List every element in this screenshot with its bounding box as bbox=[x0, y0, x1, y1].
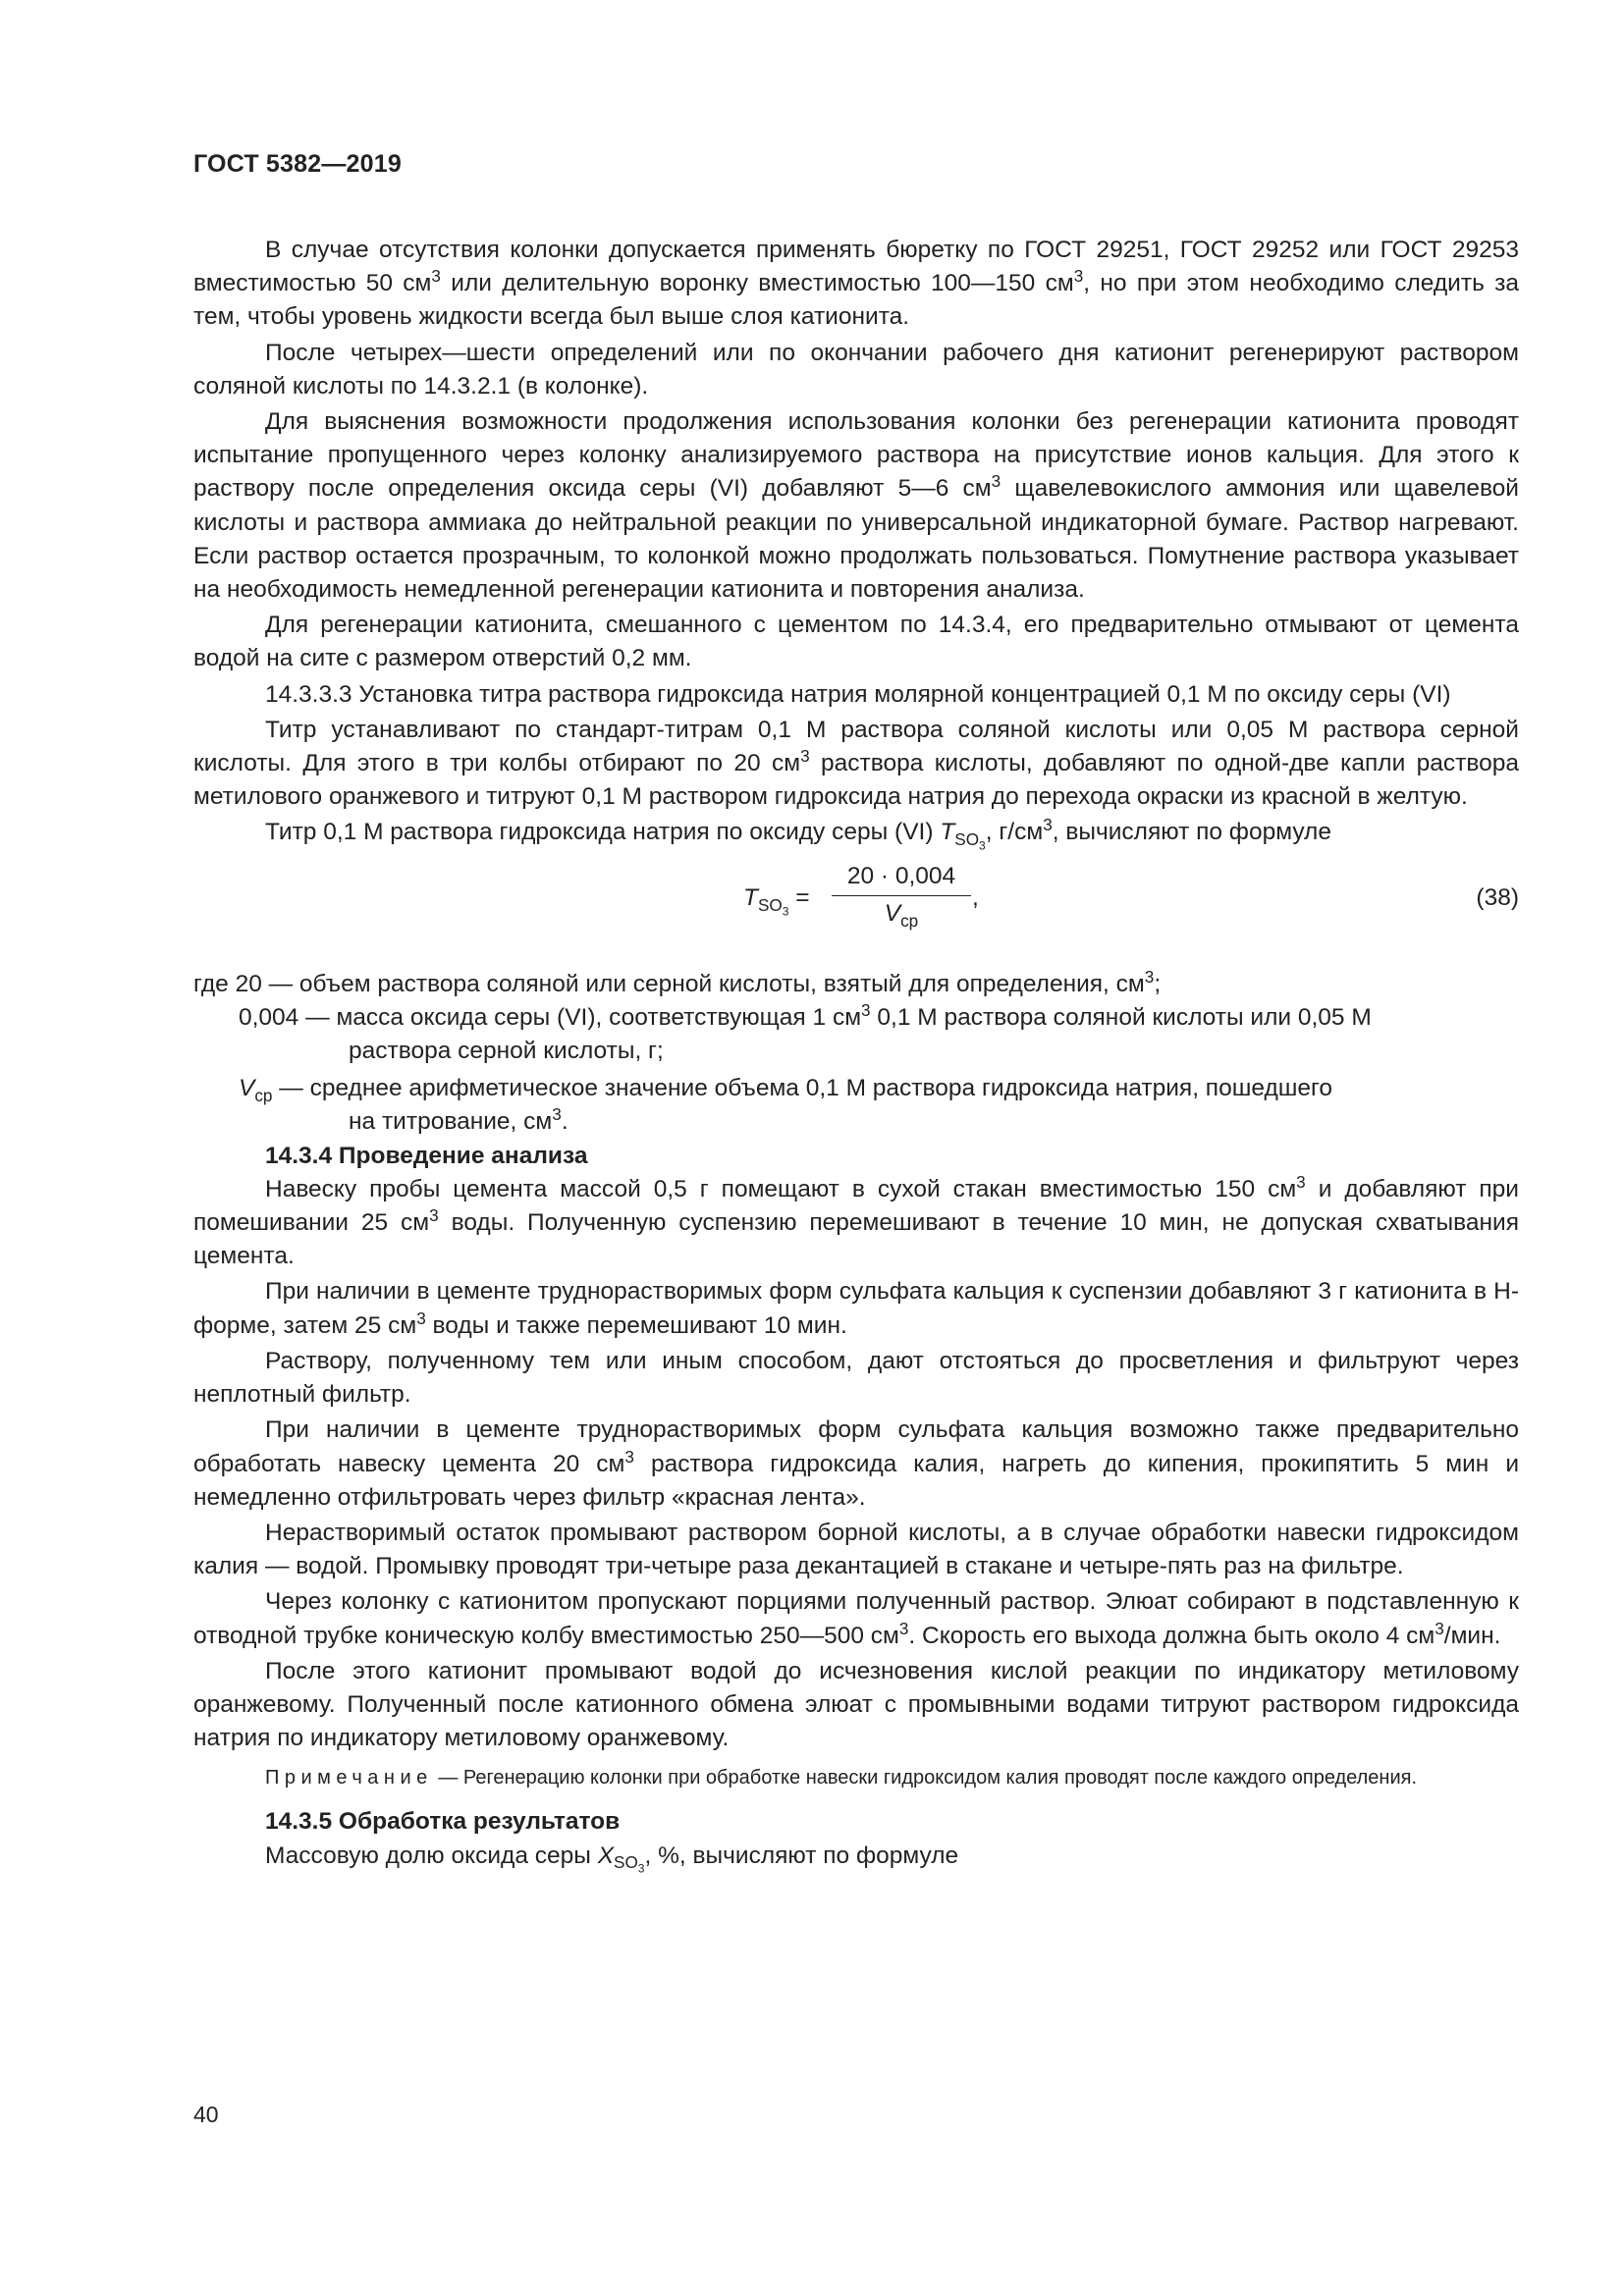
paragraph-mass-fraction: Массовую долю оксида серы $X_{SO_3}$, %, вычисляют по формуле bbox=[265, 1842, 959, 1876]
paragraph-column-test: Для выяснения возможности продолжения использования колонки без регенерации катионита проводят испытание пропущенного через колонку анализируемого раствора на присутствие ионов кальция. Для этого к раствору после определения оксида серы (VI) добавляют 5—6 $см^3$ щавелевокислого аммония или щавелевой кислоты и раствора аммиака до нейтральной реакции по универсальной индикаторной бумаге. Раствор нагревают. Если раствор остается прозрачным, то колонкой можно продолжать пользоваться. Помутнение раствора указывает на необходимость немедленной регенерации катионита и повторения анализа. bbox=[193, 408, 1519, 604]
formula-comma: , bbox=[972, 883, 979, 911]
paragraph-cation-add: При наличии в цементе труднорастворимых форм сульфата кальция к суспензии добавляют 3 г катионита в Н-форме, затем 25 $см^3$ воды и также перемешивают 10 мин. bbox=[193, 1278, 1519, 1339]
formula-number: (38) bbox=[1476, 883, 1519, 911]
definition-vcp-cont: на титрование, $см^3$. bbox=[349, 1104, 568, 1136]
document-header: ГОСТ 5382—2019 bbox=[193, 150, 402, 178]
formula-denominator: $V_{ср}$ bbox=[884, 899, 919, 931]
formula-fraction bbox=[832, 860, 971, 932]
note-label: Примечание bbox=[265, 1767, 433, 1789]
page-number: 40 bbox=[193, 2102, 219, 2127]
paragraph-titer-formula-intro: Титр 0,1 М раствора гидроксида натрия по оксиду серы (VI) $T_{SO_3}$, $г/см^3$, вычисляют по формуле bbox=[265, 815, 1331, 853]
section-heading-1434: 14.3.4 Проведение анализа bbox=[265, 1142, 588, 1169]
paragraph-koh-treatment: При наличии в цементе труднорастворимых форм сульфата кальция возможно также предварительно обработать навеску цемента 20 $см^3$ раствора гидроксида калия, нагреть до кипения, прокипятить 5 мин и немедленно отфильтровать через фильтр «красная лента». bbox=[193, 1416, 1520, 1511]
definition-20: где 20 — объем раствора соляной или серной кислоты, взятый для определения, $см^3$; bbox=[193, 966, 1162, 997]
section-heading-1435: 14.3.5 Обработка результатов bbox=[265, 1808, 621, 1836]
formula-numerator: 20 · 0,004 bbox=[832, 860, 971, 896]
paragraph-sample: Навеску пробы цемента массой 0,5 г помещают в сухой стакан вместимостью 150 $см^3$ и добавляют при помешивании 25 $см^3$ воды. Полученную суспензию перемешивают в течение 10 мин, не допуская схватывания цемента. bbox=[193, 1171, 1519, 1270]
definition-vcp: $V_{ср}$ — среднее арифметическое значение объема 0,1 М раствора гидроксида натрия, пошедшего bbox=[239, 1075, 1333, 1106]
paragraph-filter: Раствору, полученному тем или иным способом, дают отстояться до просветления и фильтруют через неплотный фильтр. bbox=[193, 1347, 1519, 1409]
document-page bbox=[193, 147, 1520, 1876]
formula-38 bbox=[193, 860, 1519, 944]
paragraph-14333-title: 14.3.3.3 Установка титра раствора гидроксида натрия молярной концентрацией 0,1 М по оксиду серы (VI) bbox=[265, 680, 1451, 708]
note-text: — Регенерацию колонки при обработке навески гидроксидом калия проводят после каждого определения. bbox=[432, 1767, 1418, 1789]
note bbox=[193, 1765, 1519, 1791]
formula-definitions bbox=[193, 968, 1519, 1140]
paragraph-burette: В случае отсутствия колонки допускается применять бюретку по ГОСТ 29251, ГОСТ 29252 или ГОСТ 29253 вместимостью 50 $см^3$ или делительную воронку вместимостью 100—150 $см^3$, но при этом необходимо следить за тем, чтобы уровень жидкости всегда был выше слоя катионита. bbox=[193, 237, 1519, 331]
formula-lhs: $T_{SO_3}$ = bbox=[743, 883, 810, 918]
definition-0004-cont: раствора серной кислоты, г; bbox=[349, 1038, 664, 1065]
definition-0004: 0,004 — масса оксида серы (VI), соответствующая 1 $см^3$ 0,1 М раствора соляной кислоты или 0,05 М bbox=[239, 999, 1372, 1031]
paragraph-residue-wash: Нерастворимый остаток промывают раствором борной кислоты, а в случае обработки навески гидроксидом калия — водой. Промывку проводят три-четыре раза декантацией в стакане и четыре-пять раз на фильтре. bbox=[193, 1519, 1519, 1580]
paragraph-titer-method: Титр устанавливают по стандарт-титрам 0,1 М раствора соляной кислоты или 0,05 М раствора серной кислоты. Для этого в три колбы отбирают по 20 $см^3$ раствора кислоты, добавляют по одной-две капли раствора метилового оранжевого и титруют 0,1 М раствором гидроксида натрия до перехода окраски из красной в желтую. bbox=[193, 716, 1519, 811]
paragraph-regeneration: После четырех—шести определений или по окончании рабочего дня катионит регенерируют раствором соляной кислоты по 14.3.2.1 (в колонке). bbox=[193, 339, 1519, 400]
paragraph-titration: После этого катионит промывают водой до исчезновения кислой реакции по индикатору метиловому оранжевому. Полученный после катионного обмена элюат с промывными водами титруют раствором гидроксида натрия по индикатору метиловому оранжевому. bbox=[193, 1657, 1519, 1752]
paragraph-cement-wash: Для регенерации катионита, смешанного с цементом по 14.3.4, его предварительно отмывают от цемента водой на сите с размером отверстий 0,2 мм. bbox=[193, 612, 1519, 672]
paragraph-eluate: Через колонку с катионитом пропускают порциями полученный раствор. Элюат собирают в подставленную к отводной трубке коническую колбу вместимостью 250—500 $см^3$. Скорость его выхода должна быть около 4 $см^3$/мин. bbox=[193, 1588, 1519, 1649]
